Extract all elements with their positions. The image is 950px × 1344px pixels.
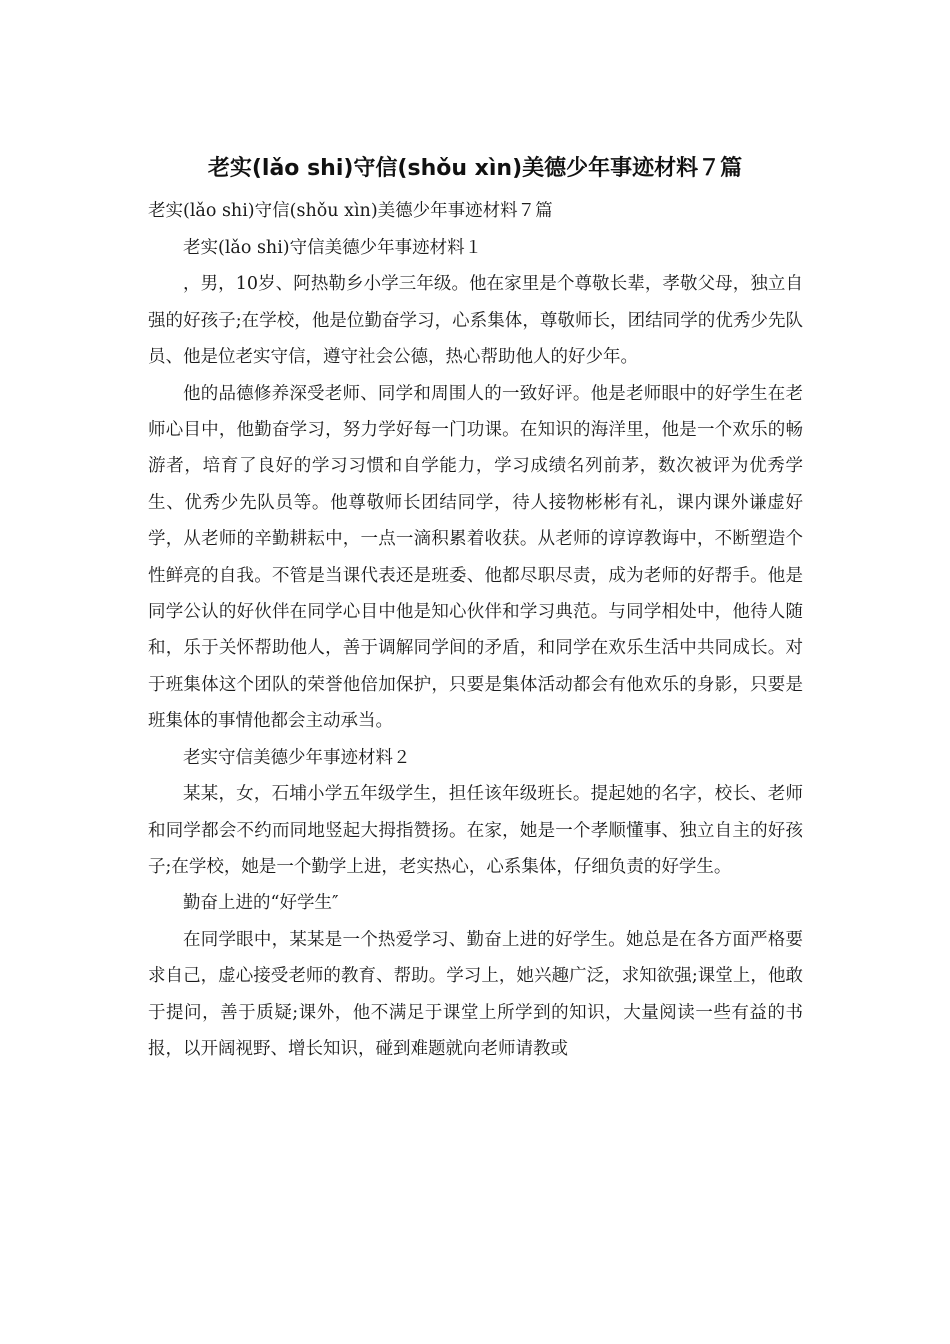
body-paragraph: 在同学眼中，某某是一个热爱学习、勤奋上进的好学生。她总是在各方面严格要求自己，虚心接受老师的教育、帮助。学习上，她兴趣广泛，求知欲强;课堂上，他敢于提问，善于质疑;课外，他不满足于课堂上所学到的知识，大量阅读一些有益的书报，以开阔视野、增长知识，碰到难题就向老师请教或 xyxy=(148,929,803,1059)
body-paragraph: ，男，10岁、阿热勒乡小学三年级。他在家里是个尊敬长辈，孝敬父母，独立自强的好孩子;在学校，他是位勤奋学习，心系集体，尊敬师长，团结同学的优秀少先队员、他是位老实守信，遵守社会公德，热心帮助他人的好少年。 xyxy=(148,274,803,368)
body-paragraph: 他的品德修养深受老师、同学和周围人的一致好评。他是老师眼中的好学生在老师心目中，他勤奋学习，努力学好每一门功课。在知识的海洋里，他是一个欢乐的畅游者，培育了良好的学习习惯和自学能力，学习成绩名列前茅，数次被评为优秀学生、优秀少先队员等。他尊敬师长团结同学，待人接物彬彬有礼，课内课外谦虚好学，从老师的辛勤耕耘中，一点一滴积累着收获。从老师的谆谆教诲中，不断塑造个性鲜亮的自我。不管是当课代表还是班委、他都尽职尽责，成为老师的好帮手。他是同学公认的好伙伴在同学心目中他是知心伙伴和学习典范。与同学相处中，他待人随和，乐于关怀帮助他人，善于调解同学间的矛盾，和同学在欢乐生活中共同成长。对于班集体这个团队的荣誉他倍加保护，只要是集体活动都会有他欢乐的身影，只要是班集体的事情他都会主动承当。 xyxy=(148,383,803,732)
section-heading-1: 老实(lǎo shi)守信美德少年事迹材料１ xyxy=(183,238,483,258)
document-body xyxy=(148,196,803,1067)
section-heading-2: 老实守信美德少年事迹材料２ xyxy=(183,747,411,768)
subtitle-paragraph: 老实(lǎo shi)守信(shǒu xìn)美德少年事迹材料７篇 xyxy=(148,201,553,221)
subsection-heading: 勤奋上进的“好学生″ xyxy=(183,893,339,914)
body-paragraph: 某某，女，石埔小学五年级学生，担任该年级班长。提起她的名字，校长、老师和同学都会不约而同地竖起大拇指赞扬。在家，她是一个孝顺懂事、独立自主的好孩子;在学校，她是一个勤学上进，老实热心，心系集体，仔细负责的好学生。 xyxy=(148,784,803,877)
document-title: 老实(lǎo shi)守信(shǒu xìn)美德少年事迹材料７篇 xyxy=(207,156,743,181)
